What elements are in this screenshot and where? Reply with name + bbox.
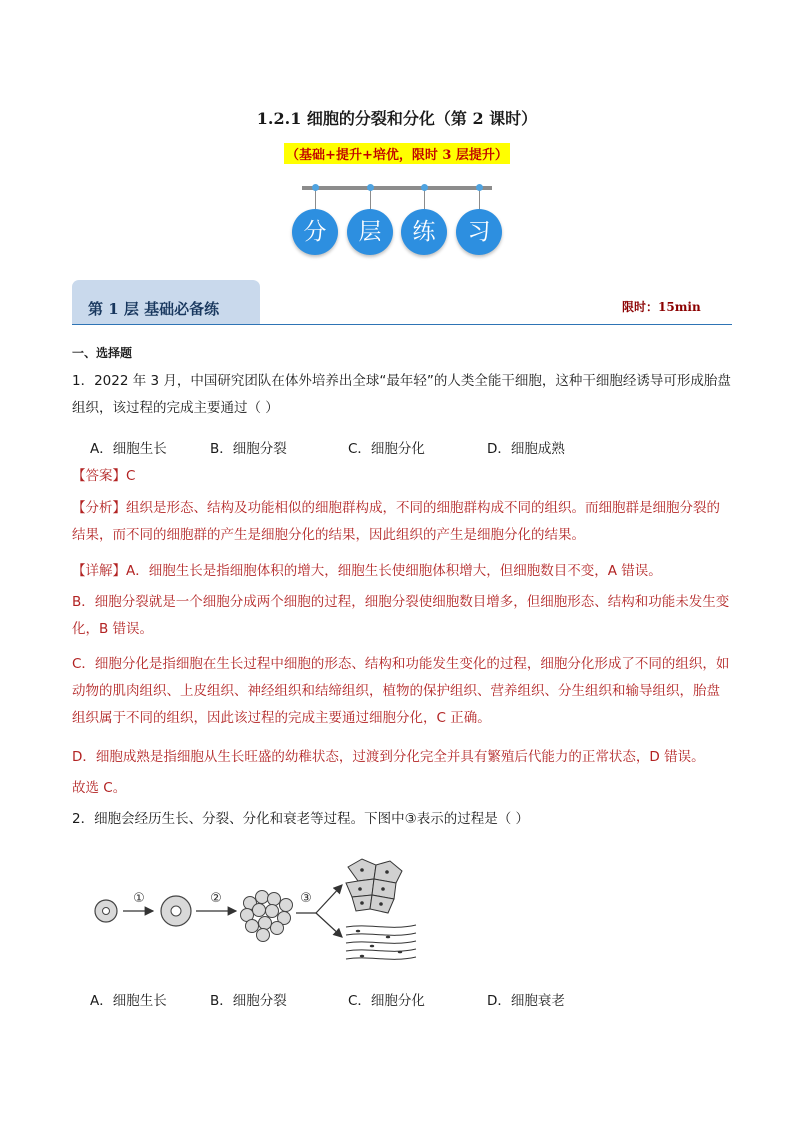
level-label: 第 1 层 基础必备练 — [88, 300, 220, 318]
section-title: 一、选择题 — [72, 346, 133, 360]
muscle-tissue — [346, 925, 416, 959]
q1-option-b: B．细胞分裂 — [210, 441, 287, 457]
small-cell — [95, 900, 117, 922]
banner-rail — [302, 186, 492, 190]
dividing-cell-cluster — [241, 891, 293, 942]
q1-conclusion: 故选 C。 — [72, 780, 127, 796]
arrow-3a — [316, 885, 342, 913]
practice-banner — [290, 180, 504, 258]
q1-option-a: A．细胞生长 — [90, 441, 167, 457]
banner-char-2: 层 — [347, 209, 393, 255]
q2-option-d: D．细胞衰老 — [487, 993, 565, 1009]
banner-char-4: 习 — [456, 209, 502, 255]
step-3-label: ③ — [300, 891, 312, 906]
q1-analysis: 【分析】组织是形态、结构及功能相似的细胞群构成，不同的细胞群构成不同的组织。而细胞群是细胞分裂的结果，而不同的细胞群的产生是细胞分化的结果，因此组织的产生是细胞分化的结果。 — [72, 500, 720, 543]
banner-char-1: 分 — [292, 209, 338, 255]
banner-char-3: 练 — [401, 209, 447, 255]
q1-answer: 【答案】C — [72, 468, 136, 484]
page-title: 1.2.1 细胞的分裂和分化（第 2 课时） — [256, 109, 538, 128]
q1-detail-d: D．细胞成熟是指细胞从生长旺盛的幼稚状态，过渡到分化完全并具有繁殖后代能力的正常状态，D 错误。 — [72, 749, 705, 765]
cell-process-figure — [90, 855, 430, 975]
time-limit: 限时：15min — [622, 300, 701, 314]
q2-option-c: C．细胞分化 — [348, 993, 425, 1009]
q1-detail-c: C．细胞分化是指细胞在生长过程中细胞的形态、结构和功能发生变化的过程，细胞分化形成了不同的组织，如动物的肌肉组织、上皮组织、神经组织和结缔组织，植物的保护组织、营养组织、分生组织和输导组织，胎盘组织属于不同的组织，因此该过程的完成主要通过细胞分化，C 正确。 — [72, 656, 730, 726]
step-1-label: ① — [133, 891, 145, 906]
q1-detail-a: 【详解】A．细胞生长是指细胞体积的增大，细胞生长使细胞体积增大，但细胞数目不变，A 错误。 — [72, 563, 662, 579]
q2-option-a: A．细胞生长 — [90, 993, 167, 1009]
page-subtitle: （基础+提升+培优，限时 3 层提升） — [284, 143, 510, 164]
q2-option-b: B．细胞分裂 — [210, 993, 287, 1009]
step-2-label: ② — [210, 891, 222, 906]
question-2-stem: 2．细胞会经历生长、分裂、分化和衰老等过程。下图中③表示的过程是（ ） — [72, 811, 529, 827]
epithelial-tissue — [346, 859, 402, 913]
grown-cell — [161, 896, 191, 926]
q1-option-c: C．细胞分化 — [348, 441, 425, 457]
q1-detail-b: B．细胞分裂就是一个细胞分成两个细胞的过程，细胞分裂使细胞数目增多，但细胞形态、结构和功能未发生变化，B 错误。 — [72, 594, 730, 637]
section-divider — [72, 324, 732, 325]
question-1-stem: 1．2022 年 3 月，中国研究团队在体外培养出全球“最年轻”的人类全能干细胞，这种干细胞经诱导可形成胎盘组织，该过程的完成主要通过（ ） — [72, 373, 731, 416]
arrow-3b — [316, 913, 342, 937]
q1-option-d: D．细胞成熟 — [487, 441, 565, 457]
